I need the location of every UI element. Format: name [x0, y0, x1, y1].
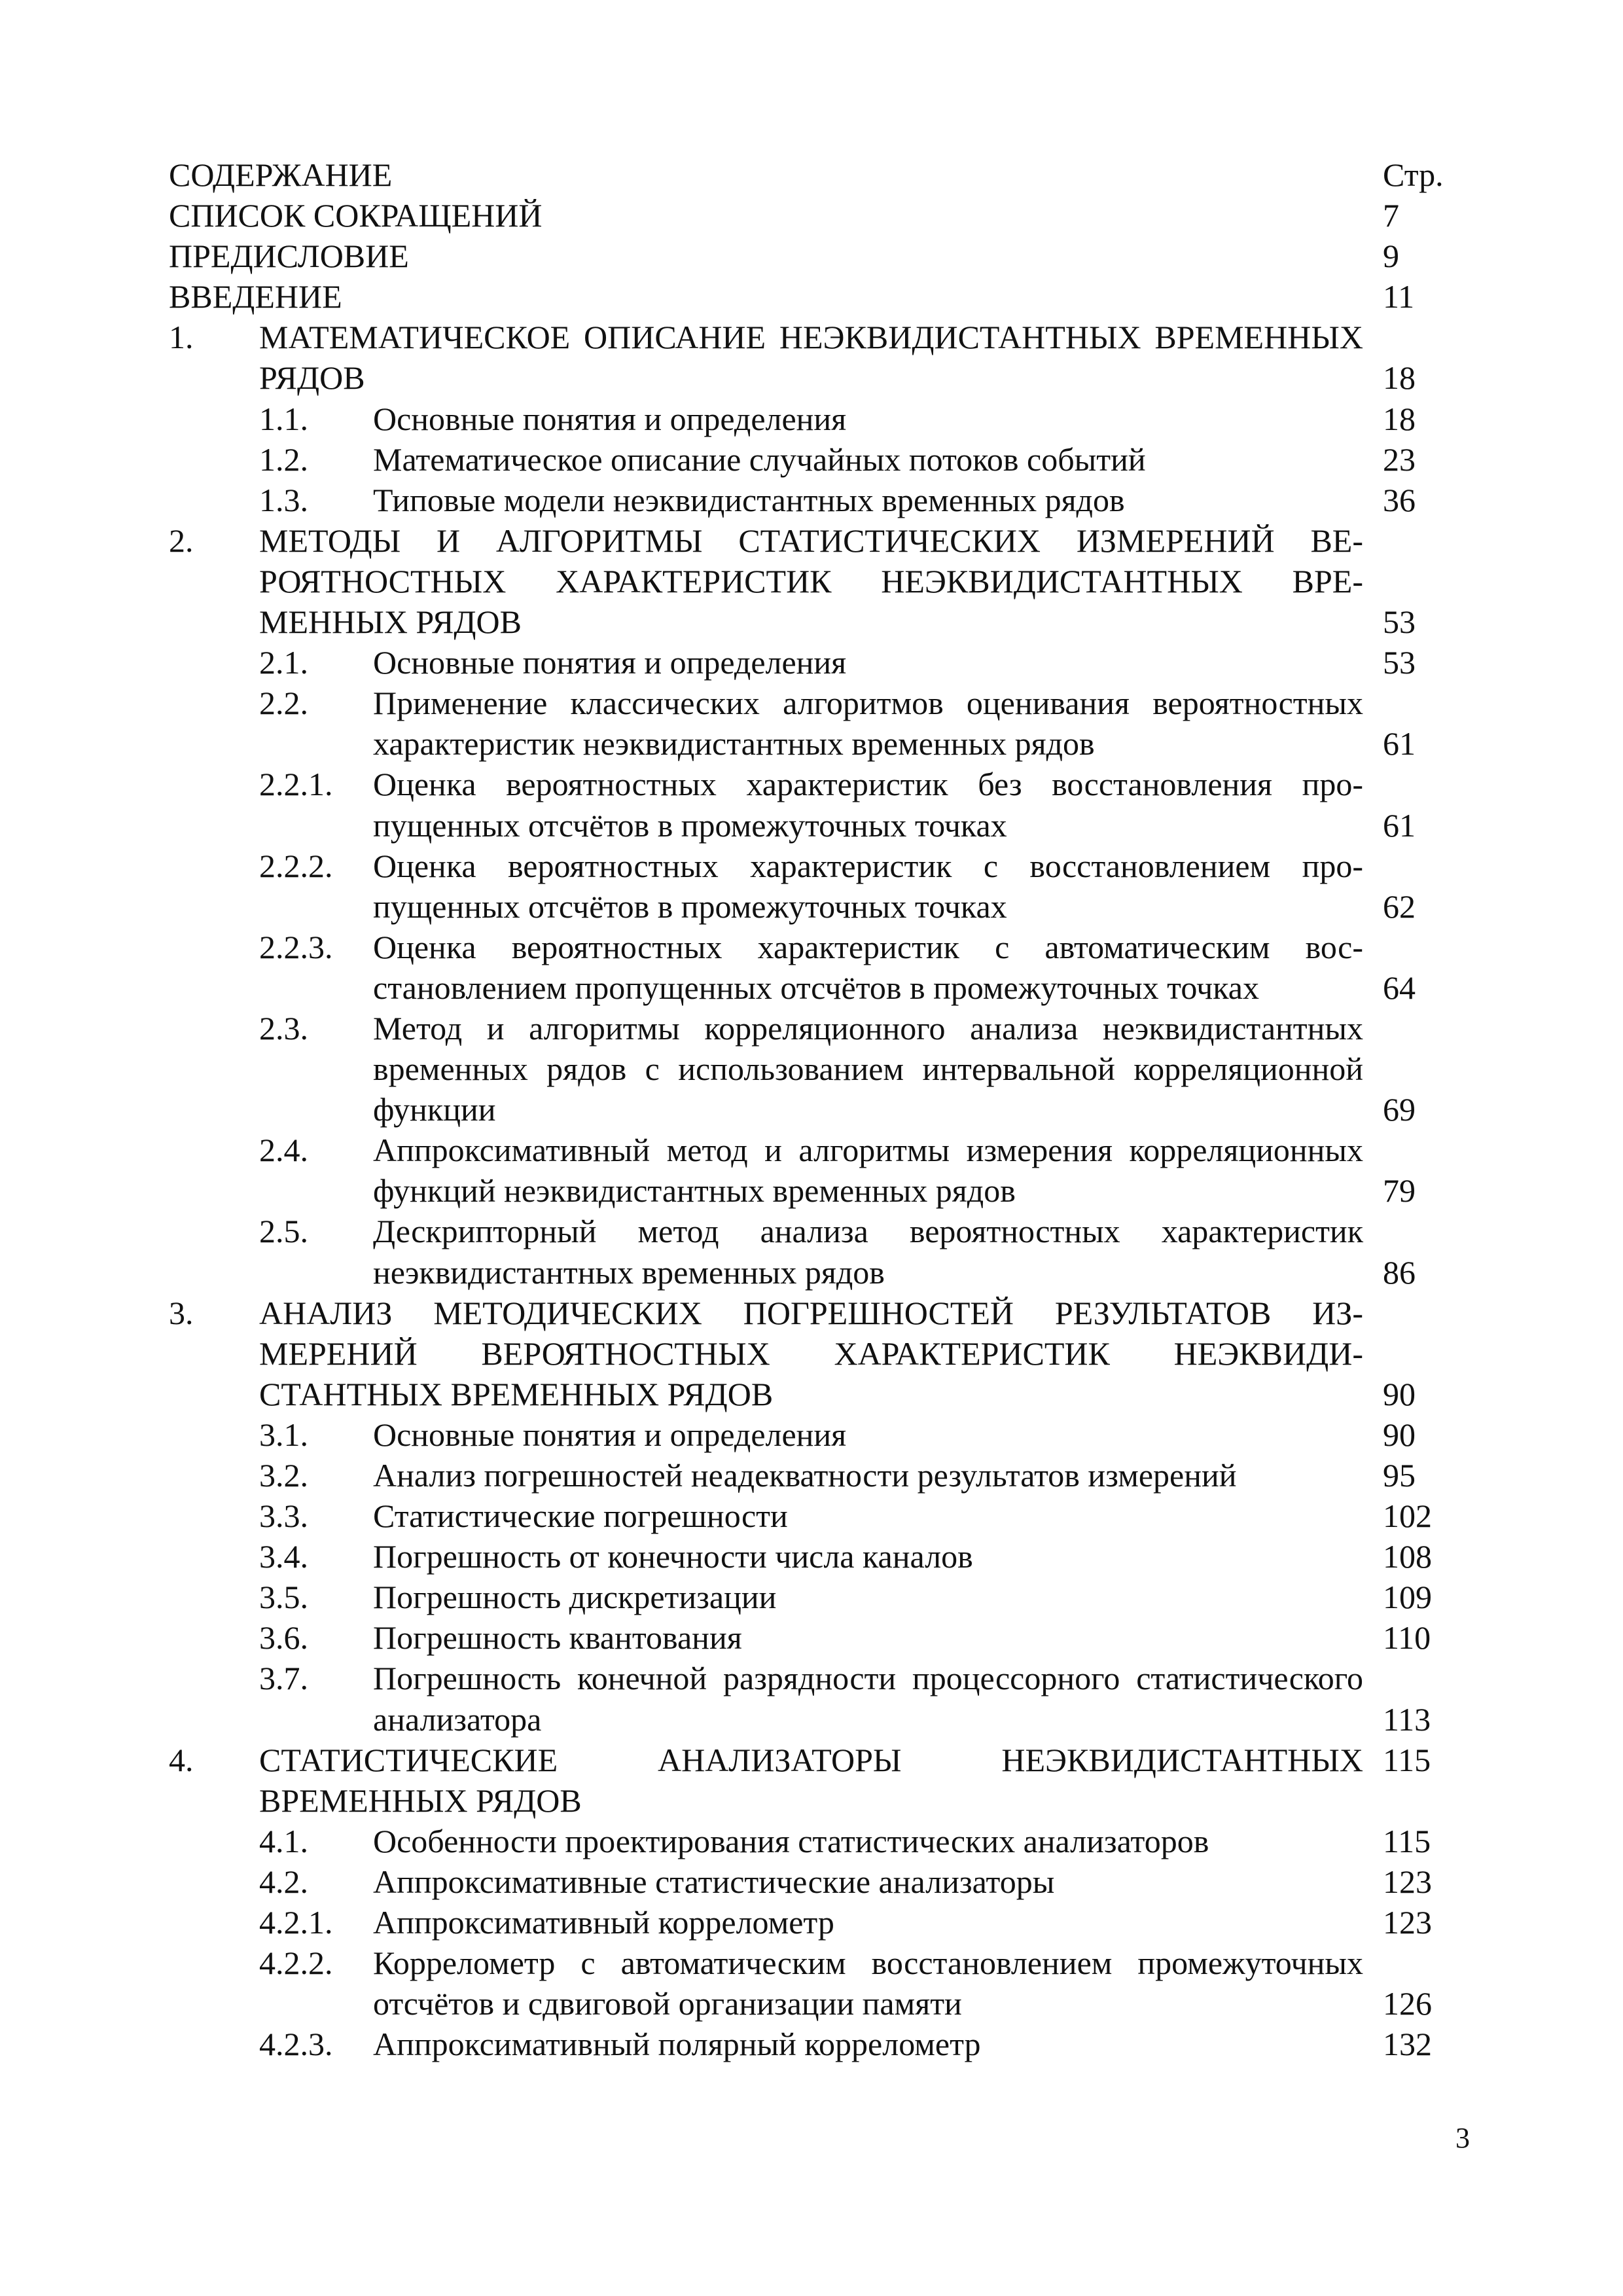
toc-entry-page: 95: [1383, 1457, 1416, 1494]
toc-entry-title: Аппроксимативный коррелометр: [373, 1904, 834, 1941]
toc-entry: [169, 317, 1461, 398]
toc-entry-page: 110: [1383, 1619, 1431, 1657]
toc-entry: [169, 399, 1461, 439]
toc-entry: [169, 1211, 1461, 1292]
toc-entry: [169, 1536, 1461, 1577]
toc-entries: [169, 195, 1461, 2064]
toc-entry-title: Метод и алгоритмы корреляционного анализа неэквидистантных временных рядов с использованием интервальной корреляционной функции: [373, 1009, 1363, 1128]
toc-entry: [169, 2024, 1461, 2064]
toc-entry: [169, 927, 1461, 1008]
toc-entry-title: МАТЕМАТИЧЕСКОЕ ОПИСАНИЕ НЕЭКВИДИСТАНТНЫХ ВРЕМЕННЫХ РЯДОВ: [259, 319, 1363, 397]
toc-entry-page: 132: [1383, 2026, 1432, 2063]
toc-entry-title: Анализ погрешностей неадекватности результатов измерений: [373, 1457, 1237, 1494]
toc-entry: [169, 1740, 1461, 1821]
toc-entry-title: Аппроксимативный полярный коррелометр: [373, 2026, 981, 2063]
toc-entry-title: Статистические погрешности: [373, 1498, 788, 1535]
toc-entry-number: 3.6.: [259, 1619, 308, 1657]
toc-entry: [169, 764, 1461, 845]
toc-entry-number: 3.2.: [259, 1457, 308, 1494]
toc-entry-number: 2.1.: [259, 644, 308, 681]
toc-entry-title: Погрешность от конечности числа каналов: [373, 1538, 973, 1575]
toc-entry: [169, 683, 1461, 764]
toc-entry-number: 1.3.: [259, 481, 308, 518]
toc-entry-page: 36: [1383, 481, 1416, 518]
toc-entry-page: 61: [1383, 806, 1416, 844]
toc-entry-title: Применение классических алгоритмов оценивания вероятностных характеристик неэквидистантных временных рядов: [373, 685, 1363, 762]
toc-entry: [169, 1293, 1461, 1414]
toc-entry: [169, 1414, 1461, 1455]
toc-entry: [169, 1902, 1461, 1943]
toc-entry-page: 9: [1383, 238, 1399, 275]
toc-entry-number: 4.: [169, 1741, 194, 1778]
toc-entry-title: СТАТИСТИЧЕСКИЕ АНАЛИЗАТОРЫ НЕЭКВИДИСТАНТНЫХ ВРЕМЕННЫХ РЯДОВ: [259, 1741, 1363, 1819]
toc-entry-page: 7: [1383, 197, 1399, 234]
toc-entry-page: 53: [1383, 644, 1416, 681]
toc-entry-title: Оценка вероятностных характеристик с автоматическим восстановлением пропущенных отсчётов в промежуточных точках: [373, 928, 1363, 1006]
toc-entry: [169, 1617, 1461, 1658]
toc-entry-number: 2.2.2.: [259, 847, 333, 884]
toc-entry-number: 1.: [169, 319, 194, 356]
toc-entry: [169, 846, 1461, 927]
toc-entry-page: 62: [1383, 888, 1416, 925]
toc-entry-page: 126: [1383, 1985, 1432, 2022]
toc-entry-number: 2.5.: [259, 1213, 308, 1250]
toc-entry-title: Коррелометр с автоматическим восстановлением промежуточных отсчётов и сдвиговой организации памяти: [373, 1945, 1363, 2022]
toc-entry-title: Погрешность конечной разрядности процессорного статистического анализатора: [373, 1660, 1363, 1738]
toc-entry-number: 2.3.: [259, 1009, 308, 1047]
toc-entry: [169, 236, 1461, 276]
toc-entry-number: 1.1.: [259, 400, 308, 437]
toc-entry: [169, 439, 1461, 480]
toc-entry-title: МЕТОДЫ И АЛГОРИТМЫ СТАТИСТИЧЕСКИХ ИЗМЕРЕНИЙ ВЕРОЯТНОСТНЫХ ХАРАКТЕРИСТИК НЕЭКВИДИСТАНТНЫХ ВРЕМЕННЫХ РЯДОВ: [259, 522, 1363, 641]
toc-entry: [169, 520, 1461, 642]
page-number: 3: [1455, 2122, 1470, 2154]
table-of-contents: [169, 154, 1461, 2064]
toc-entry-title: ВВЕДЕНИЕ: [169, 278, 342, 315]
toc-entry-page: 61: [1383, 725, 1416, 762]
toc-entry: [169, 1455, 1461, 1496]
toc-entry: [169, 1577, 1461, 1617]
toc-entry-page: 18: [1383, 400, 1416, 437]
toc-entry-page: 115: [1383, 1822, 1431, 1859]
toc-entry: [169, 1943, 1461, 2024]
toc-entry-page: 123: [1383, 1904, 1432, 1941]
toc-entry-number: 3.5.: [259, 1579, 308, 1616]
toc-entry: [169, 276, 1461, 317]
toc-entry-number: 3.1.: [259, 1416, 308, 1453]
toc-entry-title: Особенности проектирования статистических анализаторов: [373, 1822, 1209, 1859]
toc-entry-title: Основные понятия и определения: [373, 1416, 847, 1453]
toc-entry: [169, 1008, 1461, 1130]
toc-entry-title: Дескрипторный метод анализа вероятностных характеристик неэквидистантных временных рядов: [373, 1213, 1363, 1291]
toc-entry-number: 4.2.: [259, 1863, 308, 1900]
toc-entry-title: Оценка вероятностных характеристик с восстановлением пропущенных отсчётов в промежуточных точках: [373, 847, 1363, 925]
toc-entry-number: 4.2.2.: [259, 1945, 333, 1982]
toc-entry-number: 4.1.: [259, 1822, 308, 1859]
toc-entry-title: Погрешность дискретизации: [373, 1579, 777, 1616]
toc-entry-number: 4.2.1.: [259, 1904, 333, 1941]
toc-entry-page: 109: [1383, 1579, 1432, 1616]
toc-entry-page: 113: [1383, 1700, 1431, 1738]
toc-entry-page: 108: [1383, 1538, 1432, 1575]
toc-entry-page: 53: [1383, 603, 1416, 641]
toc-entry: [169, 1861, 1461, 1902]
toc-entry-page: 90: [1383, 1375, 1416, 1412]
toc-entry-page: 64: [1383, 969, 1416, 1006]
toc-entry-page: 115: [1383, 1741, 1431, 1778]
toc-entry: [169, 1496, 1461, 1536]
toc-entry-number: 2.2.3.: [259, 928, 333, 965]
toc-entry-number: 3.7.: [259, 1660, 308, 1697]
toc-entry-page: 90: [1383, 1416, 1416, 1453]
toc-entry-number: 2.2.1.: [259, 766, 333, 803]
page-column-label: Стр.: [1383, 156, 1444, 193]
toc-entry-page: 18: [1383, 359, 1416, 397]
toc-entry-title: Математическое описание случайных потоков событий: [373, 440, 1146, 478]
toc-entry-page: 123: [1383, 1863, 1432, 1900]
toc-entry-page: 102: [1383, 1498, 1432, 1535]
toc-entry-number: 3.: [169, 1294, 194, 1331]
toc-entry-title: ПРЕДИСЛОВИЕ: [169, 238, 409, 275]
toc-header: [169, 154, 1461, 195]
toc-entry-number: 2.4.: [259, 1132, 308, 1169]
toc-entry-number: 2.2.: [259, 685, 308, 722]
toc-entry-title: СПИСОК СОКРАЩЕНИЙ: [169, 197, 543, 234]
toc-entry-number: 3.4.: [259, 1538, 308, 1575]
toc-entry: [169, 1130, 1461, 1211]
toc-entry-title: АНАЛИЗ МЕТОДИЧЕСКИХ ПОГРЕШНОСТЕЙ РЕЗУЛЬТАТОВ ИЗМЕРЕНИЙ ВЕРОЯТНОСТНЫХ ХАРАКТЕРИСТИК НЕЭКВИДИСТАНТНЫХ ВРЕМЕННЫХ РЯДОВ: [259, 1294, 1363, 1412]
toc-entry-number: 1.2.: [259, 440, 308, 478]
toc-entry-title: Основные понятия и определения: [373, 644, 847, 681]
toc-entry-title: Типовые модели неэквидистантных временных рядов: [373, 481, 1125, 518]
toc-entry-title: Погрешность квантования: [373, 1619, 742, 1657]
toc-entry-page: 86: [1383, 1253, 1416, 1291]
toc-entry: [169, 480, 1461, 520]
toc-entry-number: 2.: [169, 522, 194, 559]
toc-entry: [169, 1821, 1461, 1861]
toc-entry-page: 23: [1383, 440, 1416, 478]
toc-entry-title: Оценка вероятностных характеристик без восстановления пропущенных отсчётов в промежуточных точках: [373, 766, 1363, 844]
toc-entry: [169, 642, 1461, 683]
toc-entry-page: 11: [1383, 278, 1415, 315]
toc-entry: [169, 1658, 1461, 1739]
toc-entry: [169, 195, 1461, 236]
toc-entry-page: 69: [1383, 1091, 1416, 1128]
toc-entry-page: 79: [1383, 1172, 1416, 1210]
toc-entry-title: Аппроксимативные статистические анализаторы: [373, 1863, 1055, 1900]
toc-entry-title: Основные понятия и определения: [373, 400, 847, 437]
toc-entry-number: 4.2.3.: [259, 2026, 333, 2063]
toc-entry-number: 3.3.: [259, 1498, 308, 1535]
toc-heading: СОДЕРЖАНИЕ: [169, 156, 393, 193]
toc-entry-title: Аппроксимативный метод и алгоритмы измерения корреляционных функций неэквидистантных временных рядов: [373, 1132, 1363, 1210]
